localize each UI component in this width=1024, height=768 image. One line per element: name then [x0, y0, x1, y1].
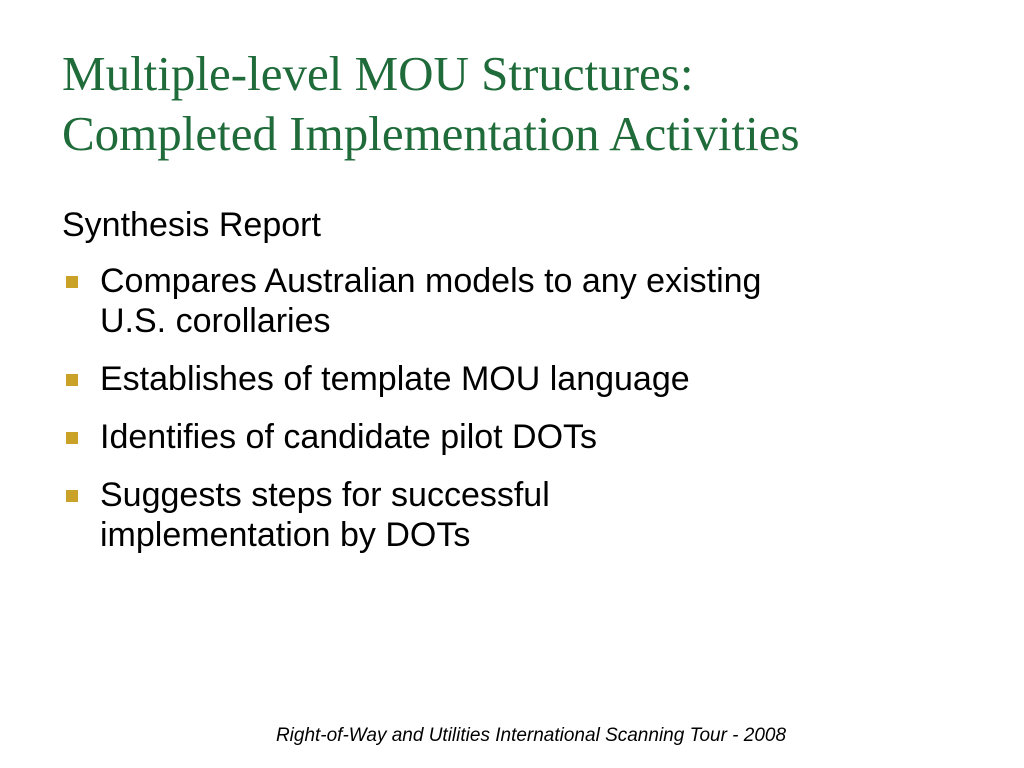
bullet-text-line: implementation by DOTs	[100, 516, 471, 554]
bullet-item	[62, 359, 962, 399]
section-subheading: Synthesis Report	[62, 206, 321, 244]
bullet-text-line: Establishes of template MOU language	[100, 360, 690, 398]
slide-footer: Right-of-Way and Utilities International Scanning Tour - 2008	[275, 725, 787, 746]
slide-title	[62, 44, 1002, 164]
slide-title-line: Multiple-level MOU Structures:	[62, 46, 694, 101]
bullet-item	[62, 475, 962, 555]
bullet-text-line: Compares Australian models to any existing	[100, 262, 762, 300]
bullet-text-line: U.S. corollaries	[100, 302, 331, 340]
square-bullet-icon	[66, 374, 78, 386]
slide-title-line: Completed Implementation Activities	[62, 106, 800, 161]
bullet-list	[62, 261, 962, 555]
bullet-item	[62, 417, 962, 457]
slide-content	[62, 203, 962, 573]
square-bullet-icon	[66, 276, 78, 288]
bullet-text-line: Identifies of candidate pilot DOTs	[100, 418, 598, 456]
bullet-text-line: Suggests steps for successful	[100, 476, 550, 514]
square-bullet-icon	[66, 490, 78, 502]
square-bullet-icon	[66, 432, 78, 444]
bullet-item	[62, 261, 962, 341]
